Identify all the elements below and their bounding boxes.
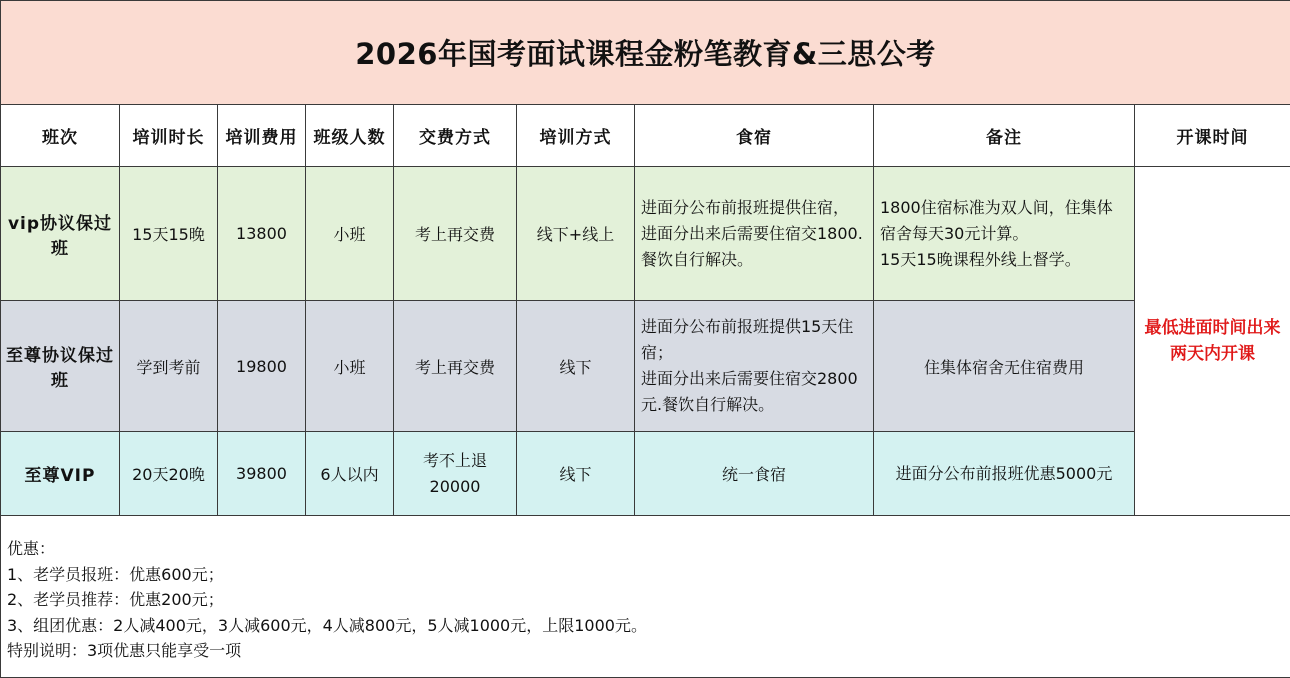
discount-heading: 优惠：: [7, 536, 1284, 562]
remark-cell: 住集体宿舍无住宿费用: [874, 301, 1135, 432]
payment-cell: 考上再交费: [394, 301, 517, 432]
size-cell: 小班: [306, 167, 394, 301]
remark-cell: [874, 167, 1135, 301]
size-cell: 小班: [306, 301, 394, 432]
size-cell: 6人以内: [306, 432, 394, 516]
header-lodging: 食宿: [635, 105, 874, 167]
payment-cell: 考不上退20000: [394, 432, 517, 516]
lodging-line: 进面分出来后需要住宿交2800元.餐饮自行解决。: [641, 366, 867, 418]
fee-cell: 13800: [218, 167, 306, 301]
header-start-time: 开课时间: [1135, 105, 1290, 167]
remark-line: 15天15晚课程外线上督学。: [880, 247, 1128, 273]
class-name: vip协议保过班: [1, 167, 120, 301]
duration-cell: 学到考前: [120, 301, 218, 432]
header-fee: 培训费用: [218, 105, 306, 167]
discount-item: 2、老学员推荐：优惠200元；: [7, 587, 1284, 613]
remark-line: 1800住宿标准为双人间，住集体宿舍每天30元计算。: [880, 195, 1128, 247]
start-time-cell: 最低进面时间出来两天内开课: [1135, 167, 1290, 516]
lodging-line: 进面分出来后需要住宿交1800.餐饮自行解决。: [641, 221, 867, 273]
header-duration: 培训时长: [120, 105, 218, 167]
header-remark: 备注: [874, 105, 1135, 167]
table-row: [1, 301, 1290, 432]
header-mode: 培训方式: [517, 105, 635, 167]
lodging-line: 进面分公布前报班提供15天住宿；: [641, 314, 867, 366]
fee-cell: 39800: [218, 432, 306, 516]
payment-cell: 考上再交费: [394, 167, 517, 301]
mode-cell: 线下: [517, 301, 635, 432]
special-note: 特别说明：3项优惠只能享受一项: [7, 638, 1284, 664]
table-row: [1, 432, 1290, 516]
mode-cell: 线下: [517, 432, 635, 516]
lodging-cell: 统一食宿: [635, 432, 874, 516]
page-title: 2026年国考面试课程金粉笔教育&三思公考: [1, 1, 1290, 105]
lodging-cell: [635, 167, 874, 301]
duration-cell: 20天20晚: [120, 432, 218, 516]
table-row: [1, 167, 1290, 301]
lodging-line: 进面分公布前报班提供住宿，: [641, 195, 867, 221]
mode-cell: 线下+线上: [517, 167, 635, 301]
discount-item: 3、组团优惠：2人减400元，3人减600元，4人减800元，5人减1000元，上限1000元。: [7, 613, 1284, 639]
class-name: 至尊VIP: [1, 432, 120, 516]
class-name: 至尊协议保过班: [1, 301, 120, 432]
header-size: 班级人数: [306, 105, 394, 167]
header-payment: 交费方式: [394, 105, 517, 167]
discount-notes: [1, 516, 1290, 678]
header-class: 班次: [1, 105, 120, 167]
duration-cell: 15天15晚: [120, 167, 218, 301]
discount-item: 1、老学员报班：优惠600元；: [7, 562, 1284, 588]
lodging-cell: [635, 301, 874, 432]
remark-cell: 进面分公布前报班优惠5000元: [874, 432, 1135, 516]
fee-cell: 19800: [218, 301, 306, 432]
